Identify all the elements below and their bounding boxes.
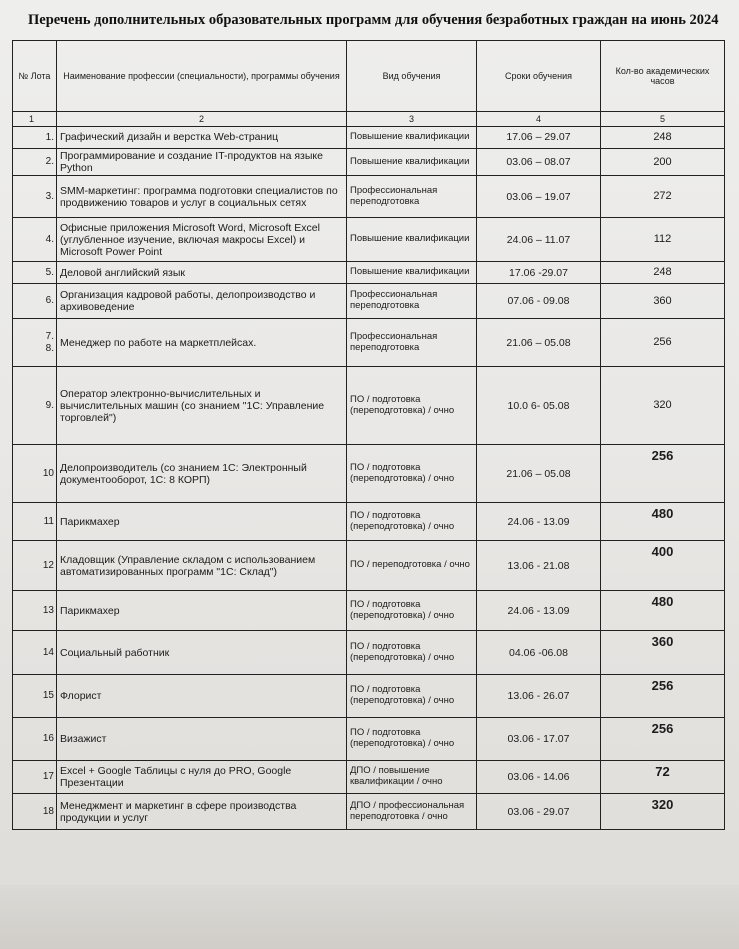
lot-number: 17 [13, 761, 57, 794]
table-row [13, 631, 725, 675]
program-name: Кладовщик (Управление складом с использованием автоматизированных программ "1С: Склад") [57, 541, 347, 591]
program-name: Визажист [57, 718, 347, 761]
lot-number: 7. 8. [13, 319, 57, 367]
table-row [13, 445, 725, 503]
training-dates: 07.06 - 09.08 [477, 284, 601, 319]
lot-number: 16 [13, 718, 57, 761]
table-row [13, 176, 725, 218]
table-row [13, 591, 725, 631]
training-dates: 17.06 -29.07 [477, 262, 601, 284]
academic-hours: 256 [601, 675, 725, 718]
lot-number: 2. [13, 149, 57, 176]
training-kind: ДПО / профессиональная переподготовка / очно [347, 794, 477, 830]
program-name: Флорист [57, 675, 347, 718]
header-kind: Вид обучения [347, 41, 477, 112]
training-kind: ПО / подготовка (переподготовка) / очно [347, 367, 477, 445]
programs-table [12, 40, 725, 830]
academic-hours: 256 [601, 319, 725, 367]
column-index: 1 [13, 112, 57, 127]
training-kind: ПО / подготовка (переподготовка) / очно [347, 675, 477, 718]
training-kind: ПО / подготовка (переподготовка) / очно [347, 591, 477, 631]
program-name: Excel + Google Таблицы с нуля до PRO, Google Презентации [57, 761, 347, 794]
table-row [13, 319, 725, 367]
training-kind: Повышение квалификации [347, 262, 477, 284]
table-row [13, 503, 725, 541]
training-kind: Профессиональная переподготовка [347, 176, 477, 218]
academic-hours: 320 [601, 367, 725, 445]
header-hours: Кол-во академических часов [601, 41, 725, 112]
academic-hours: 200 [601, 149, 725, 176]
column-index: 4 [477, 112, 601, 127]
training-dates: 03.06 – 19.07 [477, 176, 601, 218]
program-name: Оператор электронно-вычислительных и вычислительных машин (со знанием "1С: Управление торговлей") [57, 367, 347, 445]
table-row [13, 675, 725, 718]
lot-number: 14 [13, 631, 57, 675]
training-dates: 13.06 - 26.07 [477, 675, 601, 718]
lot-number: 10 [13, 445, 57, 503]
column-index: 5 [601, 112, 725, 127]
program-name: Парикмахер [57, 503, 347, 541]
training-dates: 03.06 - 14.06 [477, 761, 601, 794]
training-kind: ПО / переподготовка / очно [347, 541, 477, 591]
program-name: SMM-маркетинг: программа подготовки специалистов по продвижению товаров и услуг в социальных сетях [57, 176, 347, 218]
training-kind: Повышение квалификации [347, 218, 477, 262]
program-name: Программирование и создание IT-продуктов на языке Python [57, 149, 347, 176]
training-kind: Повышение квалификации [347, 149, 477, 176]
training-kind: ПО / подготовка (переподготовка) / очно [347, 445, 477, 503]
training-dates: 17.06 – 29.07 [477, 127, 601, 149]
training-kind: Профессиональная переподготовка [347, 284, 477, 319]
training-dates: 03.06 - 29.07 [477, 794, 601, 830]
training-kind: ПО / подготовка (переподготовка) / очно [347, 503, 477, 541]
training-kind: ДПО / повышение квалификации / очно [347, 761, 477, 794]
academic-hours: 480 [601, 503, 725, 541]
training-dates: 03.06 - 17.07 [477, 718, 601, 761]
lot-number: 15 [13, 675, 57, 718]
header-name: Наименование профессии (специальности), программы обучения [57, 41, 347, 112]
training-dates: 24.06 - 13.09 [477, 503, 601, 541]
header-dates: Сроки обучения [477, 41, 601, 112]
training-dates: 24.06 - 13.09 [477, 591, 601, 631]
table-row [13, 367, 725, 445]
program-name: Организация кадровой работы, делопроизводство и архивоведение [57, 284, 347, 319]
lot-number: 3. [13, 176, 57, 218]
table-row [13, 761, 725, 794]
academic-hours: 256 [601, 718, 725, 761]
training-dates: 21.06 – 05.08 [477, 445, 601, 503]
academic-hours: 248 [601, 127, 725, 149]
lot-number: 12 [13, 541, 57, 591]
training-dates: 24.06 – 11.07 [477, 218, 601, 262]
table-row [13, 284, 725, 319]
table-row [13, 127, 725, 149]
program-name: Деловой английский язык [57, 262, 347, 284]
training-kind: Повышение квалификации [347, 127, 477, 149]
training-dates: 10.0 6- 05.08 [477, 367, 601, 445]
training-dates: 21.06 – 05.08 [477, 319, 601, 367]
table-row [13, 794, 725, 830]
academic-hours: 72 [601, 761, 725, 794]
training-kind: ПО / подготовка (переподготовка) / очно [347, 631, 477, 675]
table-row [13, 541, 725, 591]
training-kind: ПО / подготовка (переподготовка) / очно [347, 718, 477, 761]
table-header-row [13, 41, 725, 112]
training-dates: 03.06 – 08.07 [477, 149, 601, 176]
academic-hours: 360 [601, 284, 725, 319]
training-kind: Профессиональная переподготовка [347, 319, 477, 367]
column-index: 3 [347, 112, 477, 127]
lot-number: 1. [13, 127, 57, 149]
academic-hours: 272 [601, 176, 725, 218]
table-row [13, 262, 725, 284]
column-index: 2 [57, 112, 347, 127]
lot-number: 9. [13, 367, 57, 445]
document-title: Перечень дополнительных образовательных программ для обучения безработных граждан на июнь 2024 [28, 12, 719, 28]
academic-hours: 480 [601, 591, 725, 631]
lot-number: 11 [13, 503, 57, 541]
program-name: Парикмахер [57, 591, 347, 631]
table-row [13, 218, 725, 262]
header-lot: № Лота [13, 41, 57, 112]
lot-number: 6. [13, 284, 57, 319]
program-name: Офисные приложения Microsoft Word, Microsoft Excel (углубленное изучение, включая макросы Excel) и Microsoft Power Point [57, 218, 347, 262]
table-row [13, 149, 725, 176]
program-name: Графический дизайн и верстка Web-страниц [57, 127, 347, 149]
lot-number: 18 [13, 794, 57, 830]
program-name: Менеджмент и маркетинг в сфере производства продукции и услуг [57, 794, 347, 830]
academic-hours: 360 [601, 631, 725, 675]
program-name: Делопроизводитель (со знанием 1С: Электронный документооборот, 1С: 8 КОРП) [57, 445, 347, 503]
program-name: Социальный работник [57, 631, 347, 675]
training-dates: 13.06 - 21.08 [477, 541, 601, 591]
academic-hours: 400 [601, 541, 725, 591]
column-index-row [13, 112, 725, 127]
lot-number: 5. [13, 262, 57, 284]
academic-hours: 248 [601, 262, 725, 284]
lot-number: 13 [13, 591, 57, 631]
page-bottom-edge [0, 885, 739, 949]
academic-hours: 112 [601, 218, 725, 262]
lot-number: 4. [13, 218, 57, 262]
academic-hours: 256 [601, 445, 725, 503]
table-row [13, 718, 725, 761]
training-dates: 04.06 -06.08 [477, 631, 601, 675]
program-name: Менеджер по работе на маркетплейсах. [57, 319, 347, 367]
academic-hours: 320 [601, 794, 725, 830]
